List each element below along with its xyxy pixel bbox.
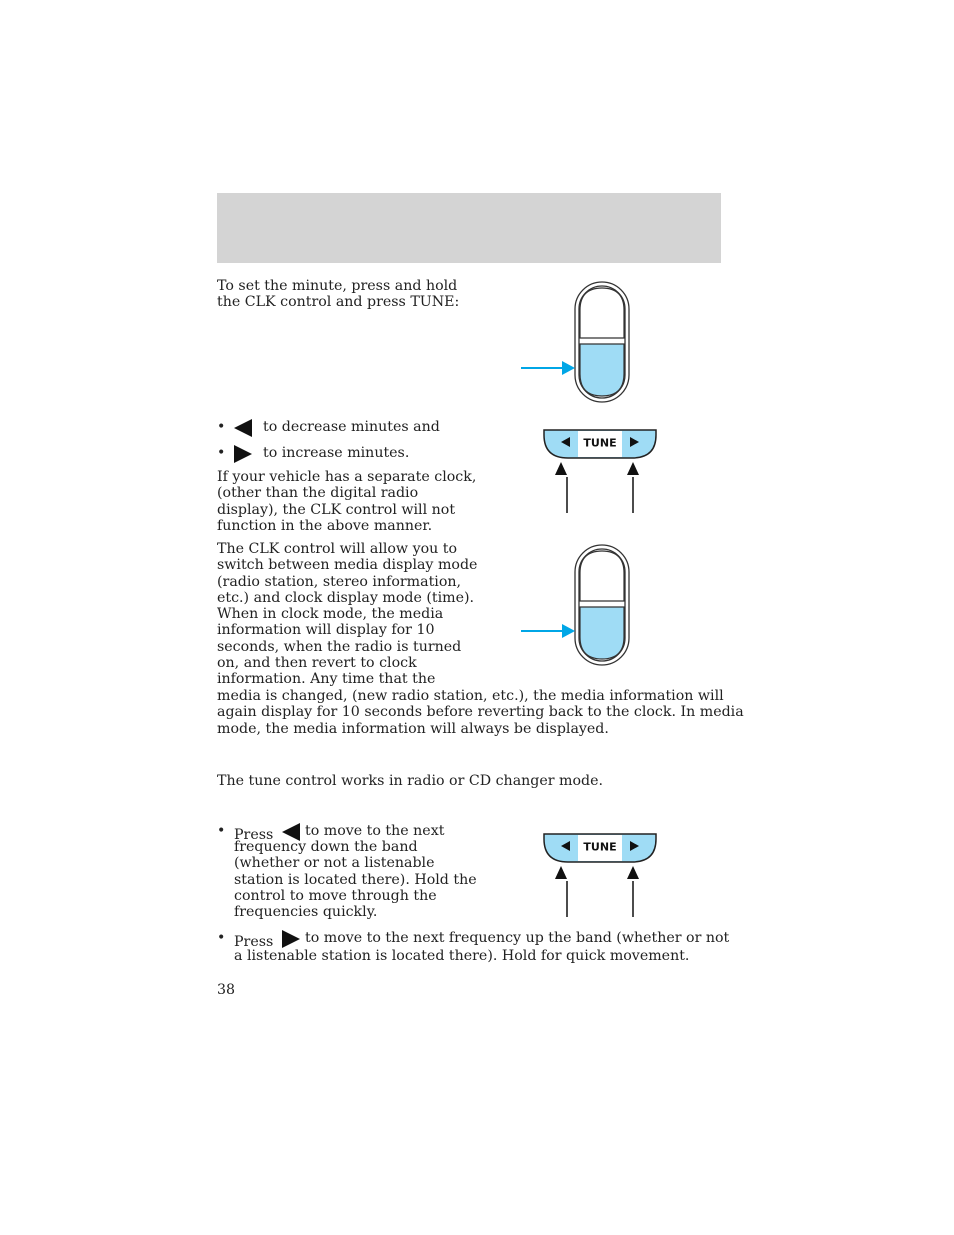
clk-control-figure bbox=[518, 543, 633, 668]
section-header-band bbox=[217, 193, 721, 263]
list-item: • Press bbox=[217, 930, 300, 950]
left-triangle-icon bbox=[234, 419, 252, 437]
right-triangle-icon bbox=[234, 445, 252, 463]
tune-label: TUNE bbox=[583, 436, 617, 450]
clk-mode-paragraph-start: The CLK control will allow you to switch between media display mode (radio station, stereo information, etc.) and clock display mode (time). When in clock mode, the media information will display for 10 seconds, when the radio is turned on, and then revert to clock information. Any time that the bbox=[217, 541, 478, 688]
tune-down-text-rest: frequency down the band (whether or not a listenable station is located there). Hold the control to move through the frequencies quickly. bbox=[234, 839, 477, 921]
tune-down-text-first: to move to the next bbox=[305, 823, 445, 839]
tune-control-figure bbox=[540, 427, 660, 517]
separate-clock-note: If your vehicle has a separate clock, (other than the digital radio display), the CLK control will not function in the above manner. bbox=[217, 469, 477, 534]
tune-control-figure bbox=[540, 831, 660, 921]
set-minute-intro: To set the minute, press and hold the CLK control and press TUNE: bbox=[217, 278, 460, 311]
list-item: • to increase minutes. bbox=[217, 445, 410, 461]
tune-intro: The tune control works in radio or CD changer mode. bbox=[217, 773, 604, 789]
right-triangle-icon bbox=[282, 930, 300, 948]
list-item: • to decrease minutes and bbox=[217, 419, 440, 435]
list-item: • Press bbox=[217, 823, 300, 843]
clk-mode-paragraph-end: media is changed, (new radio station, etc.), the media information will again display for 10 seconds before reverting back to the clock. In media mode, the media information will always be displayed. bbox=[217, 688, 744, 737]
clk-control-figure bbox=[518, 280, 633, 405]
tune-label: TUNE bbox=[583, 840, 617, 854]
tune-up-text-rest: a listenable station is located there). Hold for quick movement. bbox=[234, 948, 690, 964]
tune-up-text-first: to move to the next frequency up the band (whether or not bbox=[305, 930, 730, 946]
page-number: 38 bbox=[217, 982, 236, 998]
